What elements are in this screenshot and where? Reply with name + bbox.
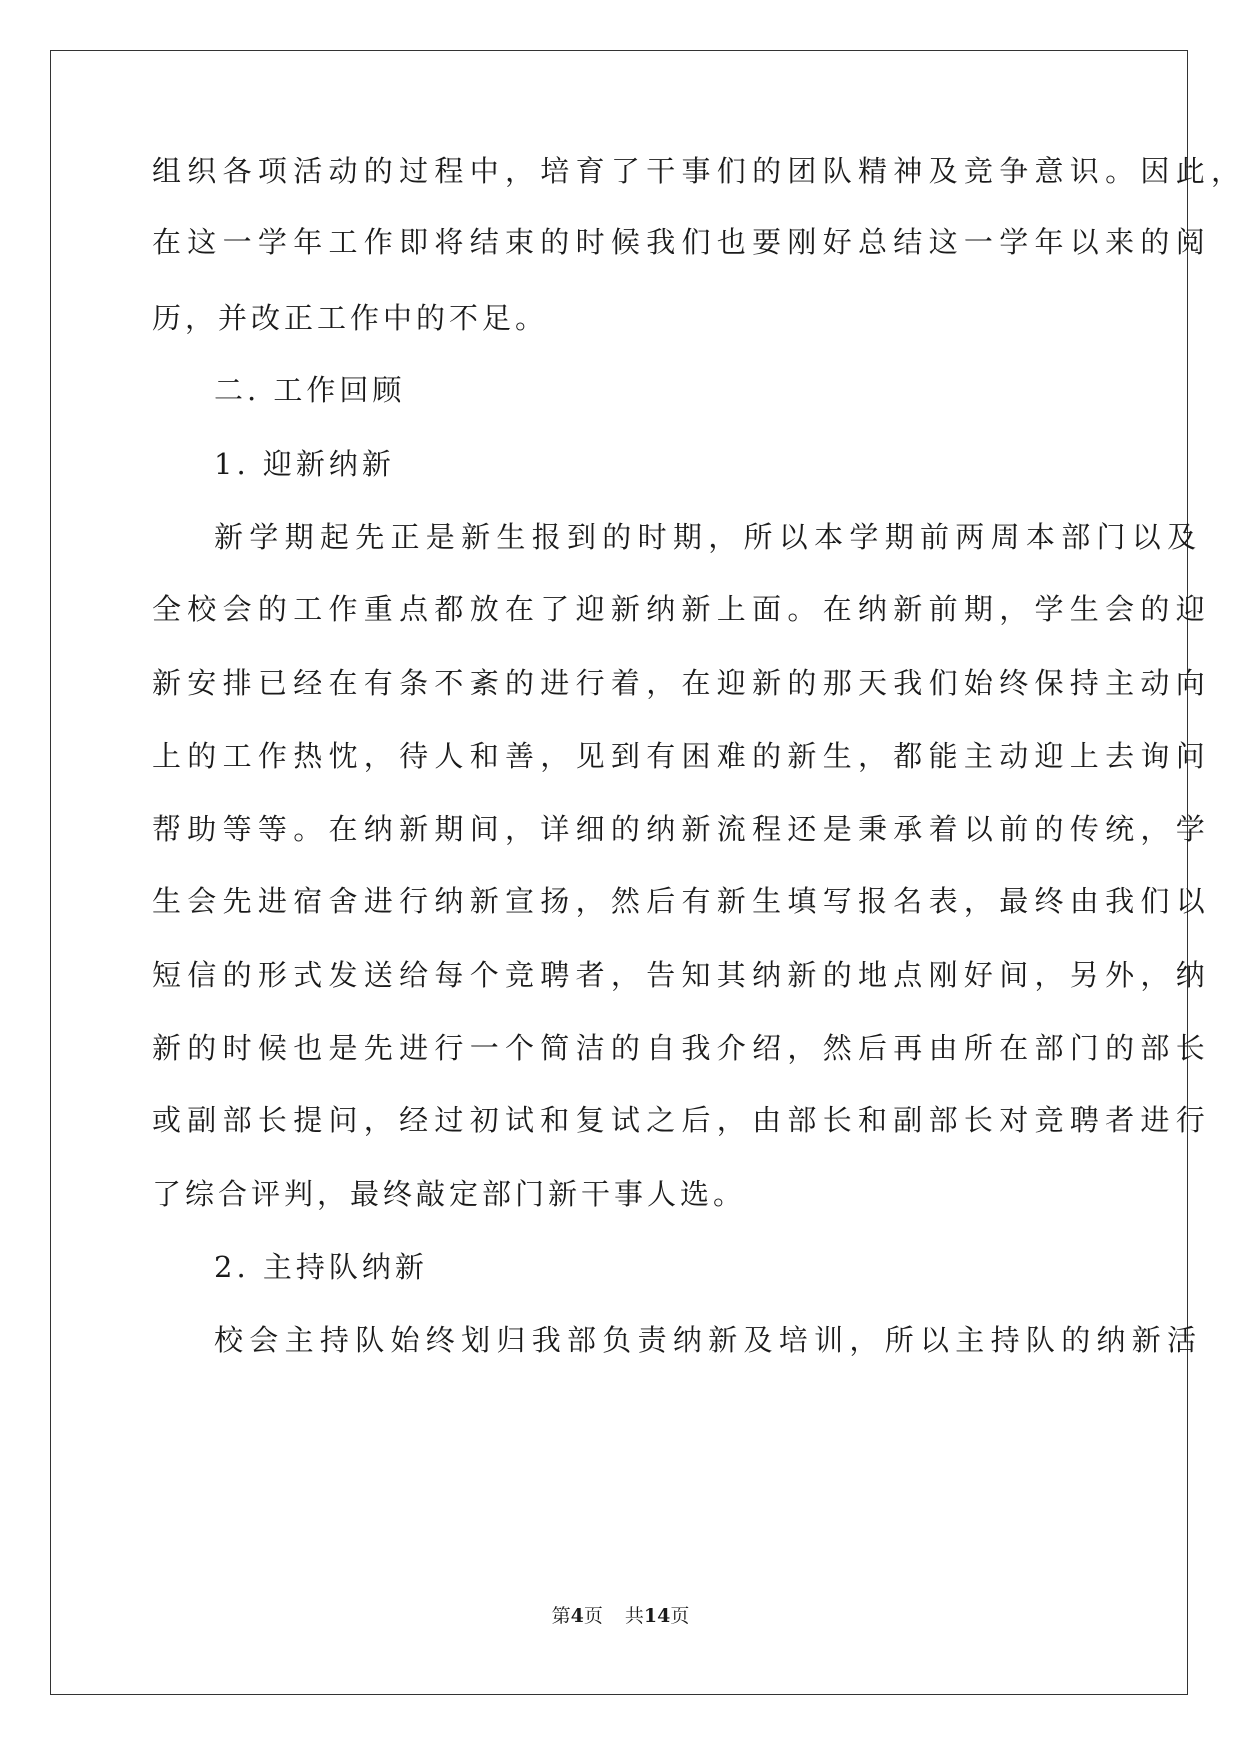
subheading: 1. 迎新纳新 — [214, 447, 395, 481]
paragraph-line: 历，并改正工作中的不足。 — [152, 301, 549, 335]
paragraph-line: 校会主持队始终划归我部负责纳新及培训，所以主持队的纳新活 — [214, 1323, 1203, 1357]
paragraph-line: 上的工作热忱，待人和善，见到有困难的新生，都能主动迎上去询问 — [152, 739, 1212, 773]
total-prefix: 共 — [624, 1605, 644, 1627]
paragraph-line: 新学期起先正是新生报到的时期，所以本学期前两周本部门以及 — [214, 520, 1203, 554]
page-border — [50, 50, 1246, 1695]
paragraph-line: 全校会的工作重点都放在了迎新纳新上面。在纳新前期，学生会的迎 — [152, 592, 1212, 626]
paragraph-line: 组织各项活动的过程中，培育了干事们的团队精神及竞争意识。因此， — [152, 154, 1246, 188]
total-page-count: 14 — [643, 1605, 671, 1627]
page-prefix: 第 — [551, 1605, 571, 1627]
paragraph-line: 了综合评判，最终敲定部门新干事人选。 — [152, 1177, 747, 1211]
paragraph-line: 新安排已经在有条不紊的进行着，在迎新的那天我们始终保持主动向 — [152, 666, 1212, 700]
paragraph-line: 或副部长提问，经过初试和复试之后，由部长和副部长对竞聘者进行 — [152, 1103, 1212, 1137]
paragraph-line: 新的时候也是先进行一个简洁的自我介绍，然后再由所在部门的部长 — [152, 1031, 1212, 1065]
paragraph-line: 生会先进宿舍进行纳新宣扬，然后有新生填写报名表，最终由我们以 — [152, 884, 1212, 918]
page-suffix: 页 — [583, 1605, 603, 1627]
total-suffix: 页 — [670, 1605, 690, 1627]
section-heading: 二. 工作回顾 — [214, 373, 406, 407]
paragraph-line: 在这一学年工作即将结束的时候我们也要刚好总结这一学年以来的阅 — [152, 225, 1212, 259]
paragraph-line: 短信的形式发送给每个竞聘者，告知其纳新的地点刚好间，另外，纳 — [152, 958, 1212, 992]
subheading: 2. 主持队纳新 — [214, 1250, 428, 1284]
page-number-footer — [0, 1604, 1241, 1628]
paragraph-line: 帮助等等。在纳新期间，详细的纳新流程还是秉承着以前的传统，学 — [152, 812, 1212, 846]
current-page-number: 4 — [570, 1605, 584, 1627]
